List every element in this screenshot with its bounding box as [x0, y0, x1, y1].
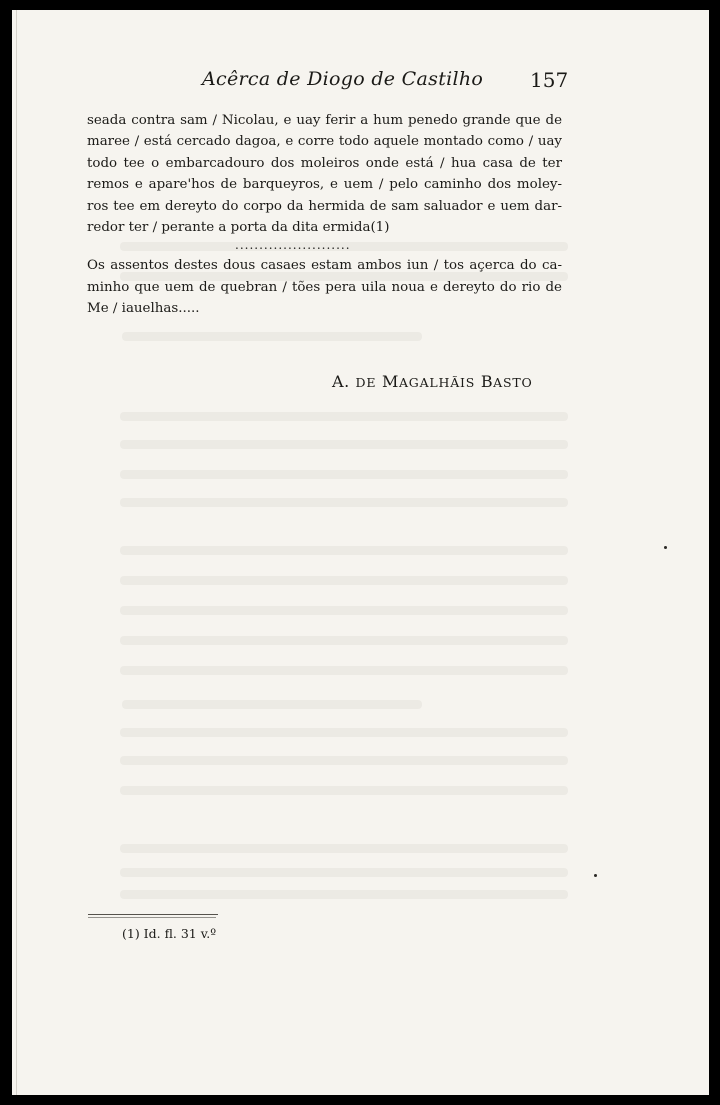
page-edge-shadow: [16, 10, 17, 1095]
show-through-text: [120, 606, 568, 615]
show-through-text: [120, 786, 568, 795]
text-line: seada contra sam / Nicolau, e uay ferir a hum penedo grande que de: [87, 113, 562, 128]
text-line: redor ter / perante a porta da dita ermida(1): [87, 220, 390, 236]
show-through-text: [120, 546, 568, 555]
text-line: todo tee o embarcadouro dos moleiros onde está / hua casa de ter: [87, 155, 562, 171]
paragraph-second: [87, 255, 562, 319]
book-page: [12, 10, 709, 1095]
signature-initial: A.: [332, 372, 350, 391]
show-through-text: [120, 666, 568, 675]
show-through-text: [122, 700, 422, 709]
signature-smallcaps: AGALHÃIS: [398, 375, 476, 390]
show-through-text: [120, 890, 568, 899]
running-header: [12, 68, 709, 98]
running-title: Acêrca de Diogo de Castilho: [202, 68, 484, 90]
footnote: (1) Id. fl. 31 v.º: [122, 926, 217, 941]
text-line: Me / iauelhas.....: [87, 301, 200, 317]
author-signature: [332, 372, 533, 391]
signature-particle: DE: [355, 375, 377, 390]
signature-name-last: [481, 372, 533, 391]
signature-cap: M: [381, 372, 399, 391]
show-through-text: [120, 844, 568, 853]
paragraph-quote: [87, 110, 562, 238]
text-line: maree / está cercado dagoa, e corre todo aquele montado como / uay: [87, 134, 562, 150]
show-through-text: [120, 636, 568, 645]
show-through-text: [120, 728, 568, 737]
paper-speck: [664, 546, 667, 549]
main-text: [87, 110, 562, 320]
paper-speck: [594, 874, 597, 877]
show-through-text: [120, 470, 568, 479]
signature-name-first: [382, 372, 475, 391]
text-line: Os assentos destes dous casaes estam ambos iun / tos açerca do ca-: [87, 258, 562, 274]
signature-smallcaps: ASTO: [493, 375, 533, 390]
footnote-rule: [88, 917, 216, 918]
text-line: ros tee em dereyto do corpo da hermida de sam saluador e uem dar-: [87, 198, 562, 214]
show-through-text: [120, 868, 568, 877]
text-line: minho que uem de quebran / tões pera uila noua e dereyto do rio de: [87, 279, 562, 295]
footnote-rule: [88, 914, 218, 915]
ellipsis-separator: ........................: [235, 238, 351, 253]
show-through-text: [120, 498, 568, 507]
show-through-text: [120, 440, 568, 449]
page-number: 157: [530, 68, 569, 92]
show-through-text: [120, 576, 568, 585]
text-line: remos e apare'hos de barqueyros, e uem / pelo caminho dos moley-: [87, 177, 562, 193]
show-through-text: [120, 412, 568, 421]
show-through-text: [122, 332, 422, 341]
show-through-text: [120, 756, 568, 765]
signature-cap: B: [480, 372, 494, 391]
